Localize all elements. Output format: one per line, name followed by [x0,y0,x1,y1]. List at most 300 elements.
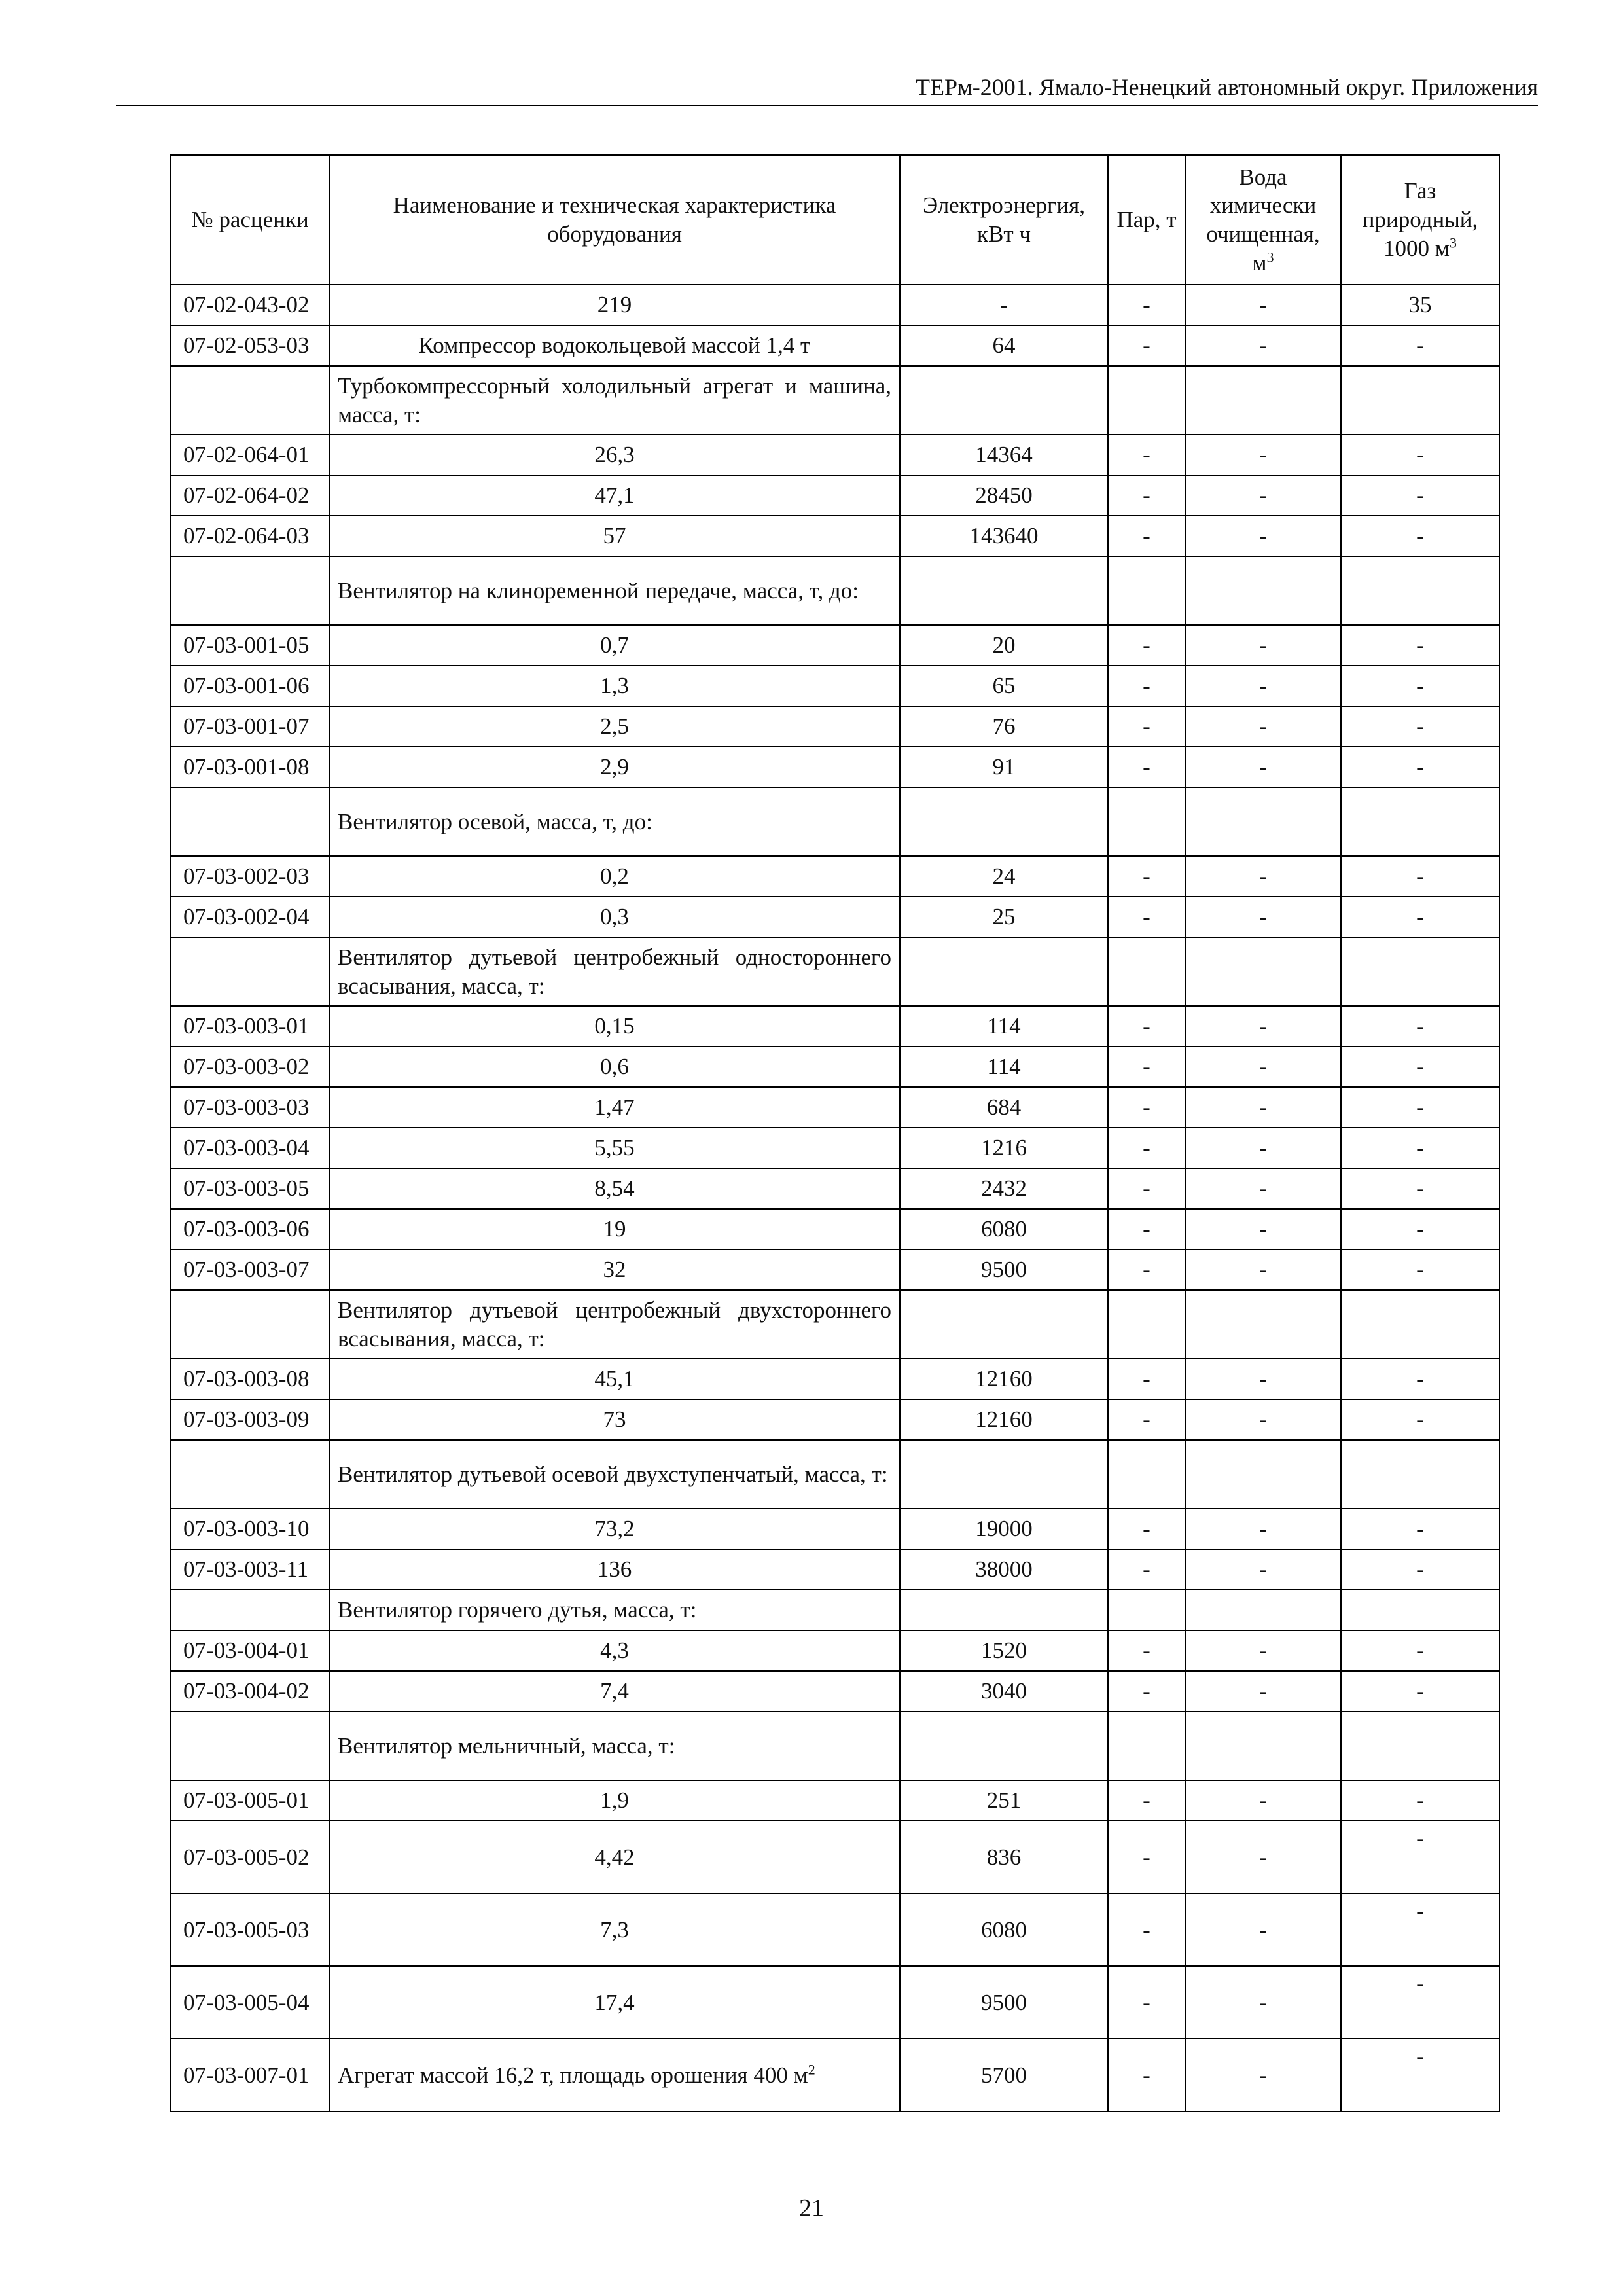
cell-electricity-text: 14364 [975,442,1033,468]
cell-water-text: - [1259,1989,1267,2015]
cell-name-text: Вентилятор горячего дутья, масса, т: [338,1597,697,1623]
cell-electricity [900,366,1108,435]
cell-name-text: Вентилятор дутьевой центробежный одностороннего всасывания, масса, т: [338,944,891,999]
cell-steam [1108,897,1185,937]
cell-water-text: - [1259,1516,1267,1542]
cell-steam [1108,1209,1185,1249]
cell-water [1185,325,1341,366]
cell-electricity [900,1590,1108,1630]
cell-electricity [900,285,1108,325]
cell-gas [1341,1821,1499,1893]
cell-water [1185,1249,1341,1290]
cell-steam [1108,1168,1185,1209]
table-row [171,325,1499,366]
cell-water-text: - [1259,1844,1267,1870]
cell-water [1185,1168,1341,1209]
cell-name-text: 2,9 [600,754,629,780]
cell-water-text: - [1259,1678,1267,1704]
cell-gas [1341,1168,1499,1209]
cell-name-text: 45,1 [594,1366,635,1392]
table-row [171,1549,1499,1590]
cell-name-text: Агрегат массой 16,2 т, площадь орошения 400 м [338,2062,808,2088]
cell-gas [1341,1630,1499,1671]
table-header-row [171,155,1499,285]
cell-steam [1108,937,1185,1006]
cell-steam-text: - [1143,1135,1150,1161]
cell-name-text: 0,7 [600,632,629,658]
cell-steam-text: - [1143,1787,1150,1814]
cell-name [329,1399,900,1440]
table-row [171,1399,1499,1440]
cell-water-text: - [1259,1013,1267,1039]
cell-gas [1341,475,1499,516]
cell-gas [1341,747,1499,787]
cell-gas [1341,1087,1499,1128]
cell-name-text: 4,42 [594,1844,635,1870]
cell-gas [1341,1359,1499,1399]
cell-code [171,937,329,1006]
cell-steam [1108,516,1185,556]
cell-name-text: 1,9 [600,1787,629,1814]
cell-code [171,1821,329,1893]
cell-water-text: - [1259,1257,1267,1283]
cell-steam [1108,325,1185,366]
cell-gas-text: - [1416,673,1424,699]
cell-water [1185,1893,1341,1966]
cell-gas [1341,2039,1499,2111]
cell-code [171,787,329,856]
cell-steam-text: - [1143,1366,1150,1392]
table-row [171,285,1499,325]
cell-water [1185,1671,1341,1712]
cell-water [1185,897,1341,937]
cell-water [1185,747,1341,787]
cell-code-text: 07-03-005-04 [183,1989,310,2015]
cell-gas-text: - [1416,1556,1424,1583]
cell-name-text: 8,54 [594,1175,635,1202]
cell-electricity [900,1249,1108,1290]
cell-name-text: 32 [603,1257,626,1283]
table-row [171,856,1499,897]
cell-name-text: 0,6 [600,1054,629,1080]
cell-steam-text: - [1143,1175,1150,1202]
cell-electricity [900,516,1108,556]
cell-water-text: - [1259,1916,1267,1943]
cell-code [171,897,329,937]
cell-electricity-text: 114 [987,1013,1021,1039]
cell-electricity [900,1966,1108,2039]
cell-name-text: Вентилятор дутьевой центробежный двухстороннего всасывания, масса, т: [338,1297,891,1352]
cell-name [329,1821,900,1893]
cell-electricity [900,1509,1108,1549]
cell-water [1185,435,1341,475]
cell-code [171,1290,329,1359]
table-row [171,1509,1499,1549]
cell-name-text: 1,3 [600,673,629,699]
cell-water [1185,1549,1341,1590]
cell-water [1185,366,1341,435]
cell-electricity-text: 1520 [981,1638,1027,1664]
header-gas-text: Газ природный, 1000 м [1362,178,1478,261]
cell-gas [1341,435,1499,475]
cell-code [171,1893,329,1966]
cell-gas-text: - [1416,1094,1424,1121]
cell-name [329,1128,900,1168]
cell-name [329,475,900,516]
cell-code-text: 07-03-004-02 [183,1678,310,1704]
cell-code [171,1712,329,1780]
cell-steam [1108,1290,1185,1359]
cell-water-text: - [1259,632,1267,658]
cell-code-text: 07-03-001-05 [183,632,310,658]
cell-steam [1108,1630,1185,1671]
header-steam: Пар, т [1108,155,1185,285]
cell-electricity-text: 9500 [981,1989,1027,2015]
cell-name [329,856,900,897]
cell-gas [1341,1006,1499,1047]
table-row [171,1359,1499,1399]
cell-gas [1341,787,1499,856]
cell-gas [1341,325,1499,366]
cell-steam-text: - [1143,332,1150,359]
cell-name [329,1209,900,1249]
cell-gas [1341,1209,1499,1249]
cell-electricity-text: 76 [992,713,1016,740]
cell-name-text: Турбокомпрессорный холодильный агрегат и машина, масса, т: [338,372,891,427]
cell-water [1185,1006,1341,1047]
cell-name [329,435,900,475]
cell-gas [1341,1590,1499,1630]
cell-steam-text: - [1143,863,1150,889]
cell-name [329,706,900,747]
cell-gas [1341,1399,1499,1440]
cell-water-text: - [1259,754,1267,780]
cell-code [171,1006,329,1047]
cell-code [171,1630,329,1671]
cell-name-text: 7,3 [600,1916,629,1943]
cell-code-text: 07-03-007-01 [183,2062,310,2088]
header-water [1185,155,1341,285]
cell-steam-text: - [1143,1516,1150,1542]
cell-electricity [900,897,1108,937]
cell-gas-text: - [1416,1366,1424,1392]
cell-gas [1341,1712,1499,1780]
cell-name-text: 0,15 [594,1013,635,1039]
cell-name [329,1712,900,1780]
cell-water-text: - [1259,1094,1267,1121]
cell-gas [1341,897,1499,937]
cell-gas [1341,1249,1499,1290]
cell-electricity [900,1359,1108,1399]
cell-steam [1108,1549,1185,1590]
cell-steam [1108,1893,1185,1966]
cell-water-text: - [1259,332,1267,359]
cell-name [329,1549,900,1590]
cell-gas [1341,666,1499,706]
cell-steam [1108,666,1185,706]
cell-gas [1341,1549,1499,1590]
cell-name-text: 1,47 [594,1094,635,1121]
cell-electricity-text: 12160 [975,1366,1033,1392]
cell-water-text: - [1259,863,1267,889]
cell-water-text: - [1259,1216,1267,1242]
cell-water [1185,1359,1341,1399]
cell-electricity [900,1168,1108,1209]
cell-water [1185,1780,1341,1821]
cell-name-text: 0,3 [600,904,629,930]
cell-water [1185,1087,1341,1128]
cell-name-text: 26,3 [594,442,635,468]
cell-electricity-text: 25 [992,904,1016,930]
cell-gas-text: - [1416,1638,1424,1664]
cell-steam [1108,285,1185,325]
table-row [171,1087,1499,1128]
cell-gas-text: - [1416,904,1424,930]
cell-code-text: 07-03-005-01 [183,1787,310,1814]
cell-water-text: - [1259,1366,1267,1392]
cell-code-text: 07-03-002-03 [183,863,310,889]
cell-electricity [900,1712,1108,1780]
cell-electricity [900,1087,1108,1128]
table-row [171,1290,1499,1359]
cell-name [329,625,900,666]
cell-code [171,1128,329,1168]
cell-code-text: 07-03-005-03 [183,1916,310,1943]
cell-name [329,1047,900,1087]
cell-steam [1108,556,1185,625]
page-number: 21 [799,2195,824,2222]
cell-electricity-text: 143640 [969,523,1039,549]
cell-electricity [900,1209,1108,1249]
cell-water [1185,706,1341,747]
cell-gas [1341,1440,1499,1509]
table-row [171,1821,1499,1893]
cell-gas-text: - [1416,523,1424,549]
cell-name [329,1590,900,1630]
cell-water [1185,1209,1341,1249]
cell-code [171,666,329,706]
cell-electricity [900,1047,1108,1087]
cell-water [1185,1290,1341,1359]
cell-electricity-text: 3040 [981,1678,1027,1704]
cell-electricity [900,475,1108,516]
table-row [171,897,1499,937]
table-row [171,1712,1499,1780]
table-row [171,1590,1499,1630]
cell-steam [1108,1509,1185,1549]
cell-water [1185,1821,1341,1893]
cell-electricity-text: 65 [992,673,1016,699]
cell-code-text: 07-02-043-02 [183,292,310,318]
cell-name [329,1168,900,1209]
cell-water [1185,1966,1341,2039]
cell-electricity [900,856,1108,897]
cell-gas [1341,1966,1499,2039]
cell-water [1185,2039,1341,2111]
cell-name [329,937,900,1006]
cell-steam [1108,1047,1185,1087]
cell-gas [1341,1780,1499,1821]
cell-electricity-text: 24 [992,863,1016,889]
cell-gas-text: - [1416,1825,1424,1851]
cell-water-text: - [1259,1135,1267,1161]
header-gas [1341,155,1499,285]
cell-gas-text: - [1416,713,1424,740]
cell-name [329,1006,900,1047]
cell-electricity [900,1290,1108,1359]
cell-electricity [900,625,1108,666]
cell-code [171,1966,329,2039]
cell-gas [1341,1047,1499,1087]
cell-gas-text: - [1416,1135,1424,1161]
cell-gas [1341,1128,1499,1168]
cell-water [1185,285,1341,325]
cell-code [171,435,329,475]
cell-water [1185,475,1341,516]
cell-steam-text: - [1143,1844,1150,1870]
cell-gas-text: - [1416,632,1424,658]
cell-name [329,1290,900,1359]
table-row [171,747,1499,787]
cell-steam [1108,1671,1185,1712]
cell-name [329,1509,900,1549]
resource-table [170,154,1500,2112]
cell-water-text: - [1259,292,1267,318]
cell-electricity-text: 836 [986,1844,1022,1870]
cell-gas-text: - [1416,1407,1424,1433]
table-row [171,625,1499,666]
cell-electricity-text: 91 [992,754,1016,780]
cell-name [329,897,900,937]
cell-electricity [900,325,1108,366]
cell-steam [1108,435,1185,475]
table-row [171,1671,1499,1712]
cell-electricity [900,1440,1108,1509]
table-row [171,1893,1499,1966]
cell-code-text: 07-03-002-04 [183,904,310,930]
cell-name-text: 7,4 [600,1678,629,1704]
cell-code-text: 07-03-003-09 [183,1407,310,1433]
cell-electricity [900,1549,1108,1590]
cell-code [171,706,329,747]
cell-gas-text: - [1416,1175,1424,1202]
resource-table-container [170,154,1499,2112]
cell-code [171,1671,329,1712]
cell-name [329,666,900,706]
cell-gas [1341,706,1499,747]
cell-steam [1108,747,1185,787]
table-row [171,1780,1499,1821]
cell-electricity [900,1821,1108,1893]
cell-electricity-text: 6080 [981,1916,1027,1943]
cell-steam-text: - [1143,904,1150,930]
cell-water [1185,1128,1341,1168]
cell-gas [1341,625,1499,666]
cell-name [329,1780,900,1821]
table-body [171,285,1499,2111]
cell-name [329,1249,900,1290]
cell-steam [1108,1780,1185,1821]
cell-code-text: 07-03-003-07 [183,1257,310,1283]
cell-code [171,1359,329,1399]
cell-steam-text: - [1143,2062,1150,2088]
cell-steam [1108,1712,1185,1780]
cell-steam-text: - [1143,1257,1150,1283]
cell-gas-text: - [1416,1971,1424,1996]
cell-name [329,1440,900,1509]
table-row [171,1128,1499,1168]
table-row [171,516,1499,556]
cell-steam-text: - [1143,713,1150,740]
cell-steam-text: - [1143,1556,1150,1583]
cell-electricity-text: 20 [992,632,1016,658]
cell-code-text: 07-03-003-11 [183,1556,309,1583]
cell-code [171,366,329,435]
cell-steam-text: - [1143,442,1150,468]
cell-gas-text: - [1416,1257,1424,1283]
cell-gas [1341,366,1499,435]
cell-steam-text: - [1143,1013,1150,1039]
cell-code [171,1399,329,1440]
cell-electricity-text: 28450 [975,482,1033,509]
cell-water-text: - [1259,1175,1267,1202]
cell-code [171,556,329,625]
cell-electricity-text: 64 [992,332,1016,359]
table-row [171,787,1499,856]
cell-electricity-text: - [1000,292,1008,318]
cell-water [1185,1399,1341,1440]
cell-code [171,1249,329,1290]
cell-steam [1108,475,1185,516]
cell-code [171,285,329,325]
cell-name-text: 4,3 [600,1638,629,1664]
cell-steam [1108,2039,1185,2111]
cell-steam-text: - [1143,673,1150,699]
cell-code-text: 07-03-003-02 [183,1054,310,1080]
cell-electricity-text: 1216 [981,1135,1027,1161]
cell-steam [1108,1399,1185,1440]
cell-name [329,516,900,556]
cell-code-text: 07-03-001-08 [183,754,310,780]
cell-code [171,475,329,516]
cell-water [1185,856,1341,897]
table-row [171,666,1499,706]
cell-steam-text: - [1143,1678,1150,1704]
cell-gas [1341,1893,1499,1966]
cell-steam-text: - [1143,1216,1150,1242]
cell-name-text: 47,1 [594,482,635,509]
cell-water [1185,1440,1341,1509]
cell-name-text: Вентилятор дутьевой осевой двухступенчатый, масса, т: [338,1461,888,1487]
cell-steam [1108,1006,1185,1047]
header-water-text: Вода химически очищенная, м [1206,164,1320,276]
cell-water [1185,556,1341,625]
cell-code [171,325,329,366]
cell-gas [1341,1671,1499,1712]
cell-steam [1108,1590,1185,1630]
cell-electricity [900,937,1108,1006]
cell-name [329,747,900,787]
cell-name [329,1087,900,1128]
cell-name-text: 19 [603,1216,626,1242]
table-row [171,435,1499,475]
cell-gas [1341,556,1499,625]
cell-steam-text: - [1143,1989,1150,2015]
cell-water-text: - [1259,523,1267,549]
cell-name-text: 0,2 [600,863,629,889]
cell-water-text: - [1259,1054,1267,1080]
cell-electricity-text: 9500 [981,1257,1027,1283]
